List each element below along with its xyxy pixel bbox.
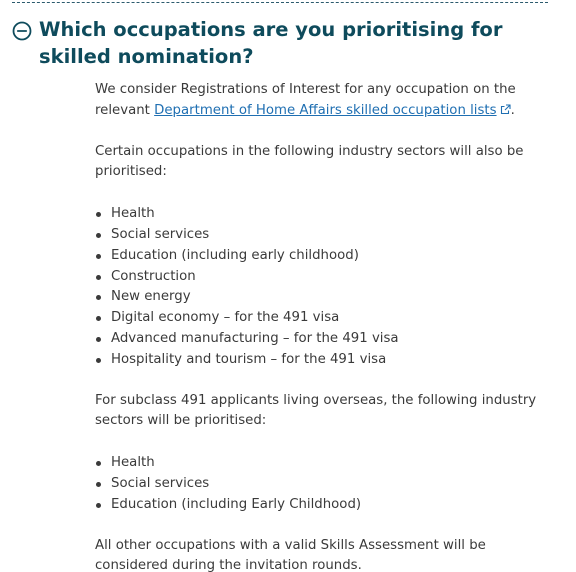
list-item: New energy	[95, 287, 555, 308]
priority-sectors-list	[95, 204, 555, 370]
closing-paragraph: All other occupations with a valid Skills Assessment will be considered during the invitation rounds.	[95, 537, 486, 572]
list-item: Education (including Early Childhood)	[95, 495, 555, 516]
intro-paragraph	[95, 80, 555, 122]
list-item: Digital economy – for the 491 visa	[95, 308, 555, 329]
sectors-intro: Certain occupations in the following industry sectors will also be prioritised:	[95, 143, 524, 180]
accordion-title[interactable]: Which occupations are you prioritising for skilled nomination?	[39, 18, 503, 68]
minus-circle-icon[interactable]	[12, 21, 32, 41]
list-item: Advanced manufacturing – for the 491 visa	[95, 329, 555, 350]
list-item: Health	[95, 453, 555, 474]
list-item: Hospitality and tourism – for the 491 visa	[95, 350, 555, 371]
overseas-intro: For subclass 491 applicants living overseas, the following industry sectors will be prioritised:	[95, 392, 537, 429]
home-affairs-occupation-lists-link[interactable]	[154, 103, 510, 118]
external-link-icon	[500, 104, 511, 115]
list-item: Construction	[95, 267, 555, 288]
overseas-sectors-list	[95, 453, 555, 515]
intro-text: We consider Registrations of Interest for any occupation on the relevant	[95, 82, 516, 118]
list-item: Education (including early childhood)	[95, 246, 555, 267]
list-item: Social services	[95, 225, 555, 246]
top-divider	[12, 2, 548, 3]
accordion-toggle[interactable]	[12, 16, 542, 70]
list-item: Health	[95, 204, 555, 225]
intro-end: .	[510, 102, 515, 118]
link-label[interactable]: Department of Home Affairs skilled occupation lists	[154, 102, 497, 118]
list-item: Social services	[95, 474, 555, 495]
accordion-panel	[95, 80, 555, 572]
